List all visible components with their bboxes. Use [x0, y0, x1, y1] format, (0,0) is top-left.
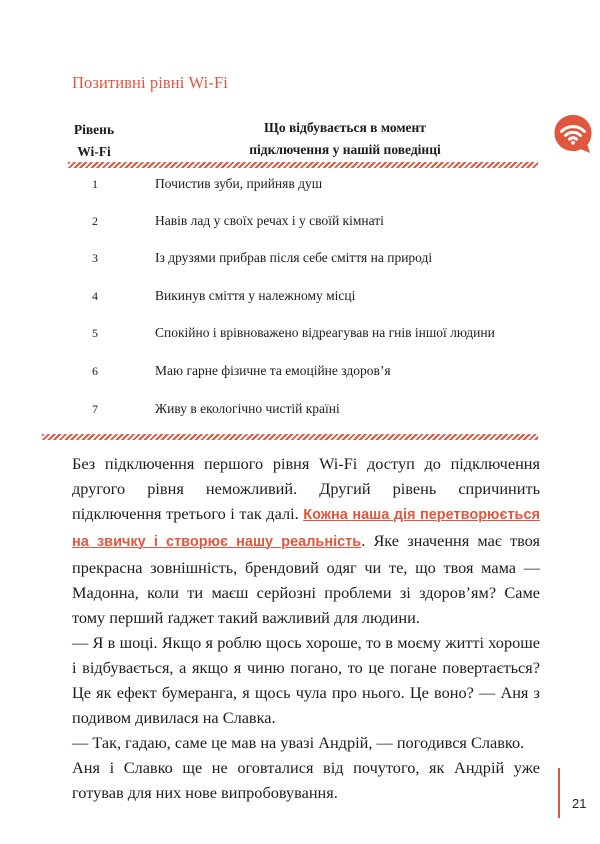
hatched-divider-top: [68, 162, 538, 168]
wifi-speech-bubble-icon: [551, 112, 595, 156]
table-row: [0, 284, 600, 308]
table-row: [0, 172, 600, 196]
paragraph-4: Аня і Славко ще не оговталися від почутого, як Андрій уже готував для них нове випробовування.: [72, 758, 540, 802]
paragraph-2: — Я в шоці. Якщо я роблю щось хороше, то в моєму житті хороше і відбувається, а якщо я чиню погано, то це погане повертається? Це як ефект бумеранга, я щось чула про нього. Це воно? — Аня з подивом дивилася на Славка.: [72, 633, 540, 727]
table-row: [0, 321, 600, 345]
row-level: 5: [92, 326, 98, 340]
table-header-description: [175, 117, 515, 161]
row-text: Маю гарне фізичне та емоційне здоров’я: [155, 363, 391, 378]
row-level: 7: [92, 402, 98, 416]
row-level: 4: [92, 289, 98, 303]
row-level: 3: [92, 251, 98, 265]
row-text: Із друзями прибрав після себе сміття на природі: [155, 250, 433, 265]
row-text: Почистив зуби, прийняв душ: [155, 176, 323, 191]
paragraph-3: — Так, гадаю, саме це мав на увазі Андрій, — погодився Славко.: [72, 733, 525, 752]
row-text: Викинув сміття у належному місці: [155, 288, 356, 303]
table-header-level: [56, 119, 132, 163]
page-number-rule: [558, 768, 560, 818]
header-level-line1: Рівень: [73, 122, 115, 137]
row-text: Живу в екологічно чистій країні: [155, 401, 340, 416]
row-text: Навів лад у своїх речах і у своїй кімнаті: [155, 213, 384, 228]
table-row: [0, 209, 600, 233]
paragraph-1-tail: . Яке значення має твоя прекрасна зовнішність, брендовий одяг чи те, що твоя мама — Мадонна, коли ти маєш серйозні проблеми зі здоров’ям? Саме тому перший ґаджет такий важливий для людини.: [72, 531, 540, 627]
header-desc-line1: Що відбувається в момент: [264, 120, 426, 135]
section-title: Позитивні рівні Wi-Fi: [72, 73, 228, 92]
header-level-line2: Wi-Fi: [77, 144, 111, 159]
paragraph-1: [72, 451, 540, 630]
body-text: [72, 451, 540, 805]
header-desc-line2: підключення у нашій поведінці: [249, 142, 441, 157]
table-row: [0, 359, 600, 383]
row-text: Спокійно і врівноважено відреагував на гнів іншої людини: [155, 325, 495, 340]
table-row: [0, 397, 600, 421]
highlighted-phrase: Кожна наша дія перетворюється на звичку і створює нашу реальність: [72, 507, 540, 550]
row-level: 2: [92, 214, 98, 228]
row-level: 1: [92, 177, 98, 191]
page-number: 21: [572, 796, 587, 811]
paragraph-1-text: Без підключення першого рівня Wi-Fi доступ до підключення другого рівня неможливий. Другий рівень спричинить підключення третього і так далі.: [72, 454, 540, 523]
table-row: [0, 246, 600, 270]
hatched-divider-bottom: [42, 434, 538, 440]
row-level: 6: [92, 364, 98, 378]
